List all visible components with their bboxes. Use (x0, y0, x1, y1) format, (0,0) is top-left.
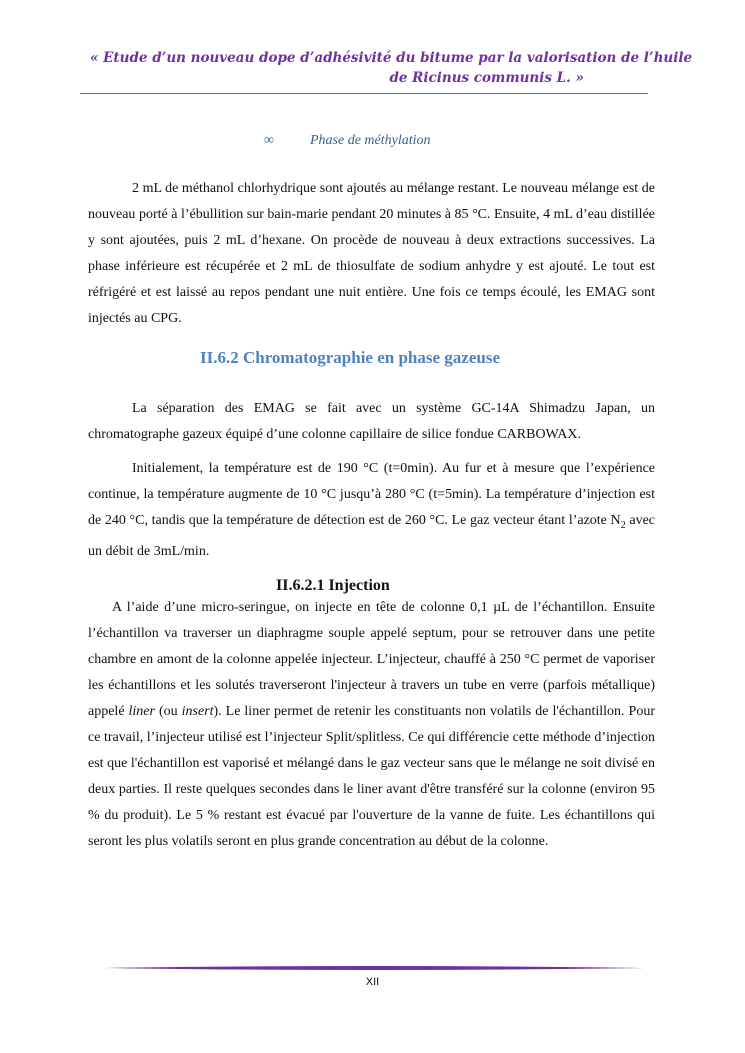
subsection-title: Phase de méthylation (310, 133, 431, 148)
paragraph-injection (88, 595, 655, 855)
header-line-2: de Ricinus communis L. » (389, 70, 584, 86)
temperature-text: Initialement, la température est de 190 °C (t=0min). Au fur et à mesure que l’expérience continue, la température augmente de 10 °C jusqu’à 280 °C (t=5min). La température d’injection est de 240 °C, tandis que la température de détection est de 260 °C. Le gaz vecteur étant l’azote N (88, 461, 655, 528)
subsection-heading-injection: II.6.2.1 Injection (276, 577, 390, 594)
paragraph-separation: La séparation des EMAG se fait avec un système GC-14A Shimadzu Japan, un chromatographe gazeux équipé d’une colonne capillaire de silice fondue CARBOWAX. (88, 401, 655, 442)
page-number: XII (365, 976, 380, 988)
running-header (80, 48, 693, 88)
paragraph-temperature (88, 456, 655, 565)
injection-text-3: ). Le liner permet de retenir les constituants non volatils de l'échantillon. Pour ce travail, l’injecteur utilisé est l’injecteur Split/splitless. Ce qui différencie cette méthode d’injection est que l'échantillon est vaporisé et mélangé dans le gaz vecteur sans que le mélange ne soit divisé en deux parties. Il reste quelques secondes dans le liner avant d'être transféré sur la colonne (environ 95 % du produit). Le 5 % restant est évacué par l'ouverture de la vanne de fuite. Les échantillons qui seront les plus volatils seront en plus grande concentration au début de la colonne. (88, 704, 655, 849)
section-heading-chromatography: II.6.2 Chromatographie en phase gazeuse (199, 348, 501, 367)
footer-swoosh (104, 966, 644, 970)
term-liner: liner (128, 704, 155, 719)
header-divider (80, 93, 648, 94)
infinity-bullet-icon: ∞ (264, 133, 274, 148)
injection-text-2: (ou (154, 704, 182, 719)
paragraph-methylation: 2 mL de méthanol chlorhydrique sont ajoutés au mélange restant. Le nouveau mélange est de nouveau porté à l’ébullition sur bain-marie pendant 20 minutes à 85 °C. Ensuite, 4 mL d’eau distillée y sont ajoutées, puis 2 mL d’hexane. On procède de nouveau à deux extractions successives. La phase inférieure est récupérée et 2 mL de thiosulfate de sodium anhydre y est ajouté. Le tout est réfrigéré et est laissé au repos pendant une nuit entière. Une fois ce temps écoulé, les EMAG sont injectés au CPG. (88, 181, 655, 326)
term-insert: insert (181, 704, 214, 719)
subscript-2: 2 (620, 519, 626, 531)
temperature-text-end: avec un débit de 3mL/min. (88, 513, 655, 559)
footer-divider (104, 965, 644, 971)
header-line-1: « Etude d’un nouveau dope d’adhésivité du bitume par la valorisation de l’huile (90, 50, 693, 66)
injection-text-1: A l’aide d’une micro-seringue, on injecte en tête de colonne 0,1 µL de l’échantillon. Ensuite l’échantillon va traverser un diaphragme souple appelé septum, pour se retrouver dans une petite chambre en amont de la colonne appelée injecteur. L’injecteur, chauffé à 250 °C permet de vaporiser les échantillons et les solutés traverseront l'injecteur à travers un tube en verre (parfois métallique) appelé (88, 600, 655, 719)
